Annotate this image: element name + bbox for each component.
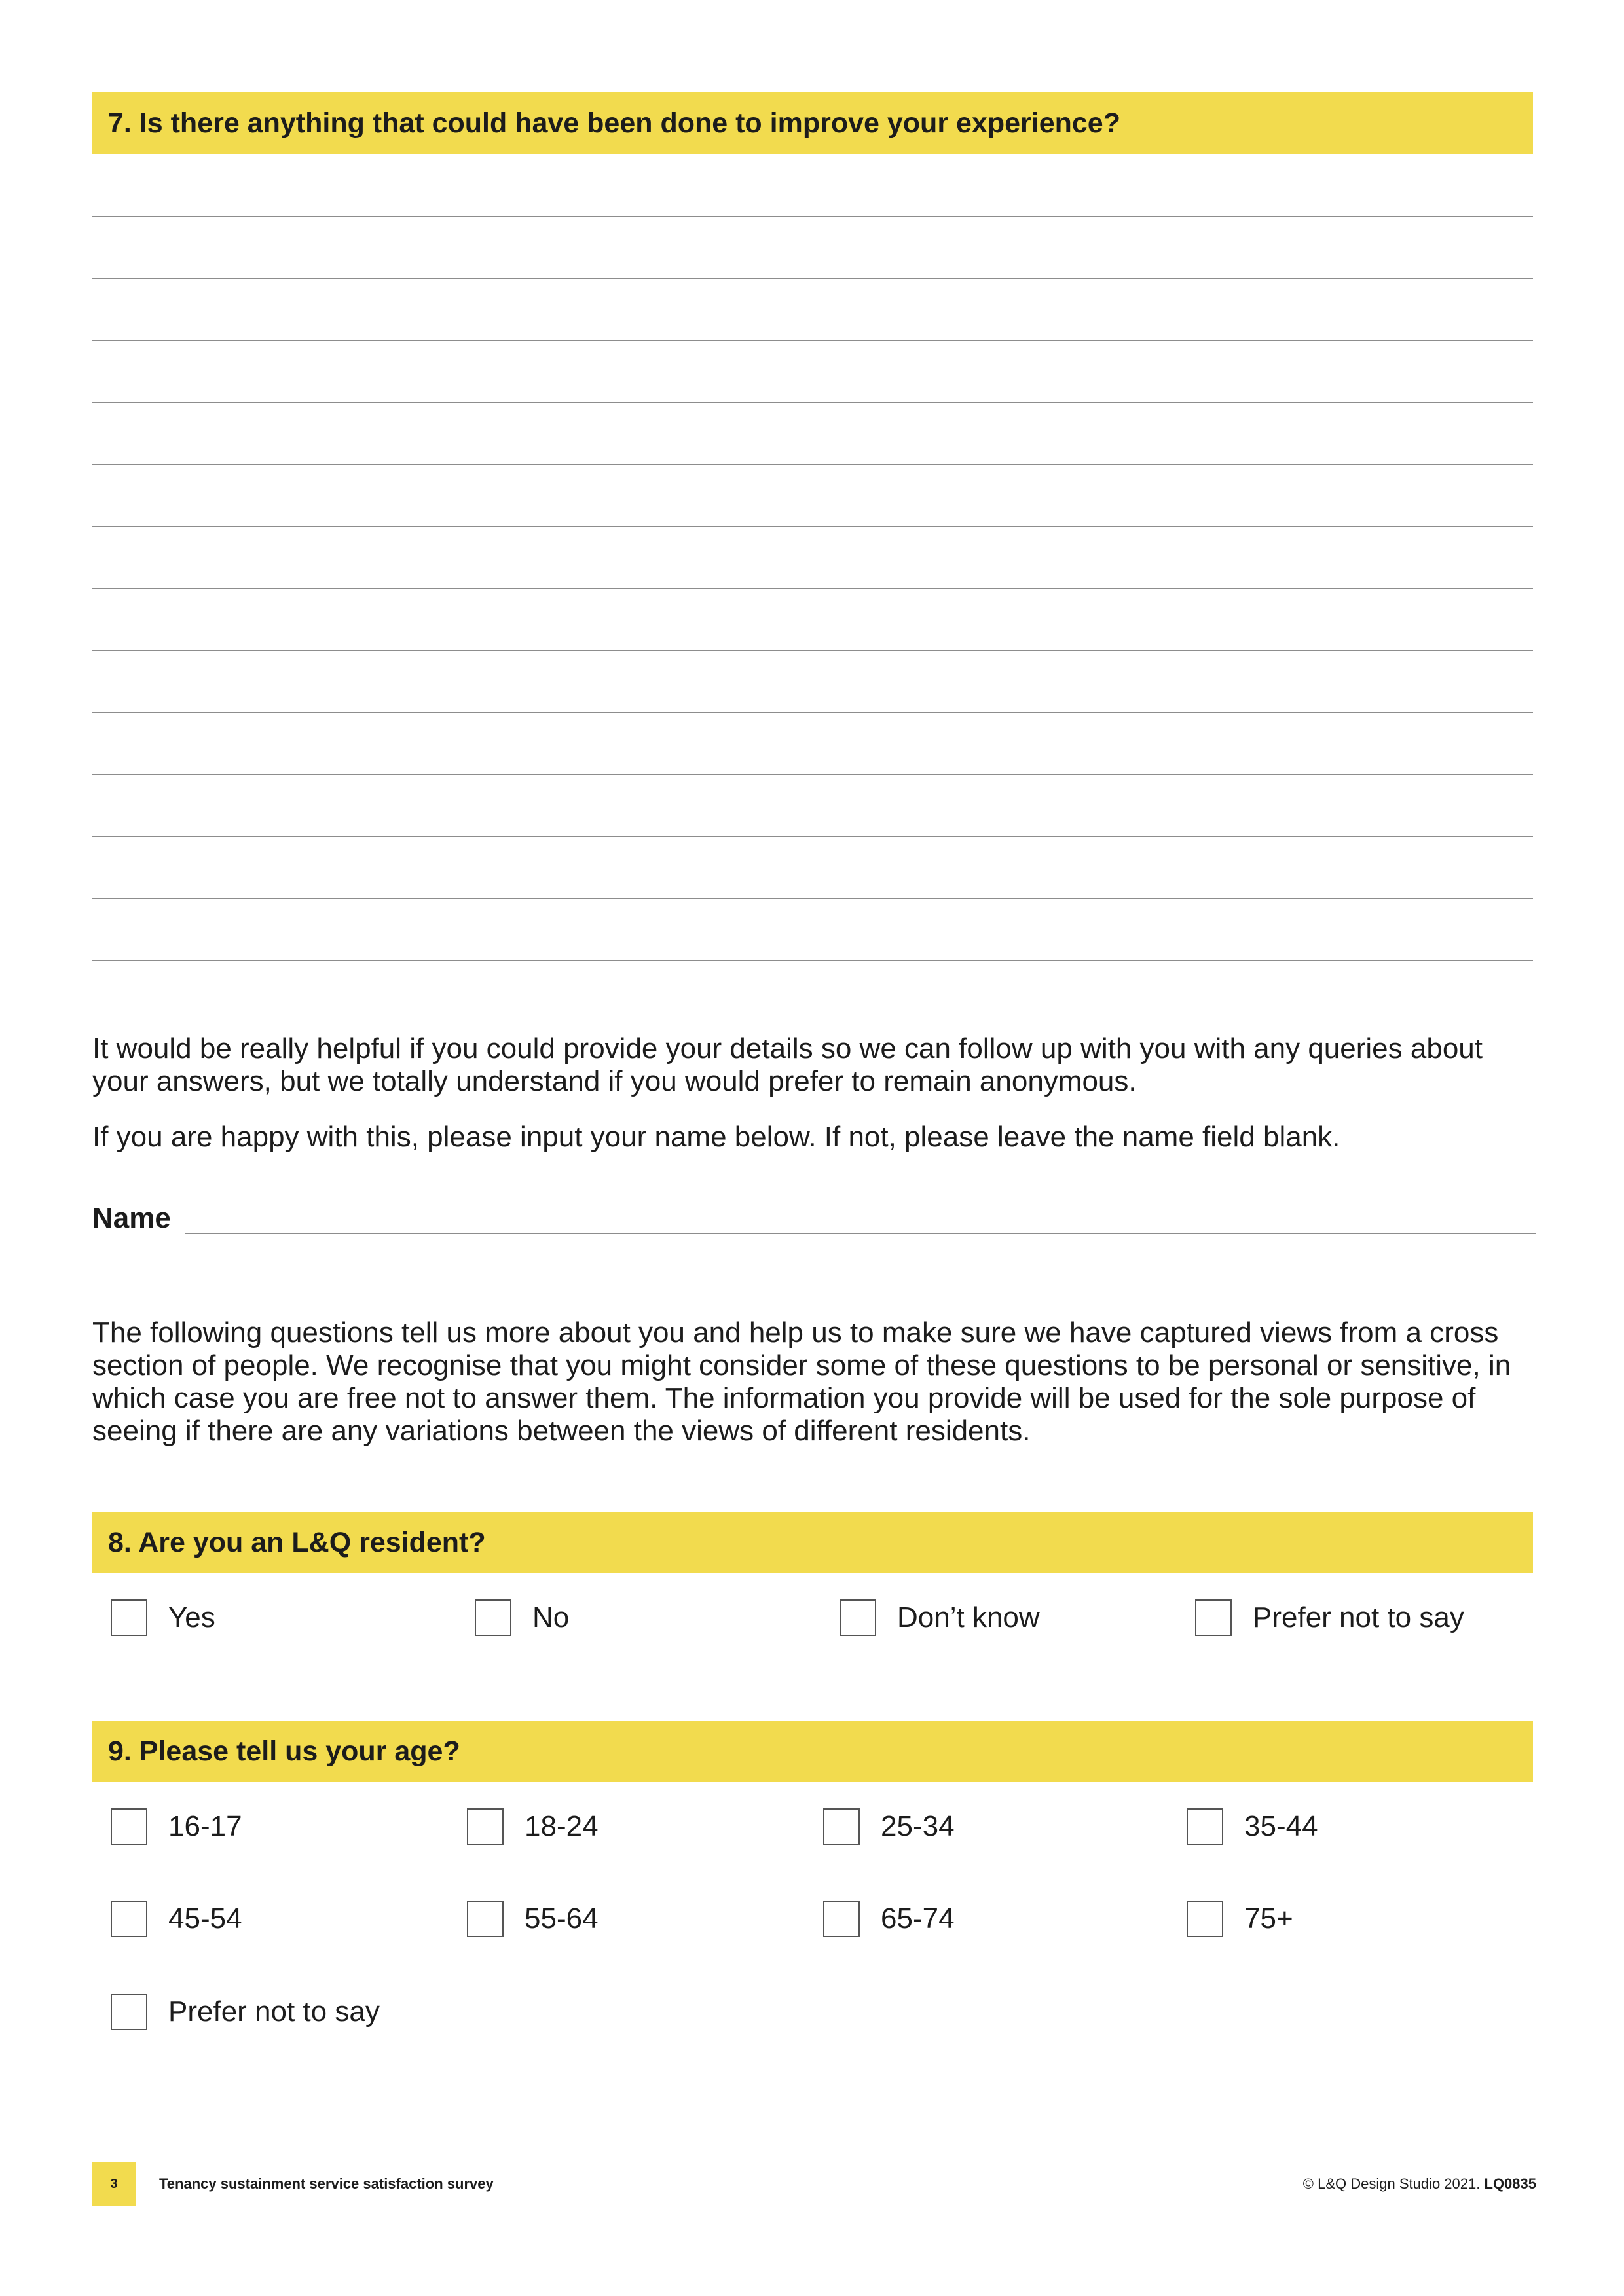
option-prefer-not-to-say[interactable] bbox=[1195, 1598, 1464, 1637]
footer-title: Tenancy sustainment service satisfaction survey bbox=[159, 2176, 494, 2192]
option-label: 16-17 bbox=[168, 1810, 242, 1842]
answer-line[interactable] bbox=[92, 898, 1533, 899]
answer-line[interactable] bbox=[92, 526, 1533, 527]
copyright-text: © L&Q Design Studio 2021. bbox=[1302, 2176, 1481, 2192]
option-label: 75+ bbox=[1244, 1903, 1293, 1935]
age-option-75-plus[interactable] bbox=[1187, 1899, 1293, 1939]
answer-line[interactable] bbox=[92, 402, 1533, 403]
answer-line[interactable] bbox=[92, 712, 1533, 713]
demographics-intro: The following questions tell us more about you and help us to make sure we have captured views from a cross section of people. We recognise that you might consider some of these questions to be personal or sensitive, in which case you are free not to answer them. The information you provide will be used for the sole purpose of seeing if there are any variations between the views of different residents. bbox=[92, 1317, 1511, 1447]
checkbox[interactable] bbox=[1187, 1901, 1223, 1937]
answer-line[interactable] bbox=[92, 588, 1533, 589]
option-label: 65-74 bbox=[881, 1903, 955, 1935]
answer-line[interactable] bbox=[92, 650, 1533, 651]
age-option-25-34[interactable] bbox=[823, 1807, 955, 1846]
age-option-18-24[interactable] bbox=[467, 1807, 599, 1846]
option-label: Prefer not to say bbox=[1253, 1601, 1464, 1633]
answer-line[interactable] bbox=[92, 836, 1533, 837]
age-option-45-54[interactable] bbox=[111, 1899, 242, 1939]
option-label: 45-54 bbox=[168, 1903, 242, 1935]
option-label: Don’t know bbox=[897, 1601, 1040, 1633]
question-9-header: 9. Please tell us your age? bbox=[92, 1721, 1533, 1782]
option-label: Prefer not to say bbox=[168, 1995, 380, 2028]
answer-line[interactable] bbox=[92, 774, 1533, 775]
age-option-35-44[interactable] bbox=[1187, 1807, 1318, 1846]
question-7-header: 7. Is there anything that could have been done to improve your experience? bbox=[92, 92, 1533, 154]
checkbox[interactable] bbox=[111, 1599, 147, 1636]
option-label: 35-44 bbox=[1244, 1810, 1318, 1842]
checkbox[interactable] bbox=[467, 1808, 504, 1845]
checkbox[interactable] bbox=[1187, 1808, 1223, 1845]
answer-line[interactable] bbox=[92, 960, 1533, 961]
checkbox[interactable] bbox=[467, 1901, 504, 1937]
option-label: 25-34 bbox=[881, 1810, 955, 1842]
page-number: 3 bbox=[92, 2162, 136, 2206]
answer-line[interactable] bbox=[92, 464, 1533, 465]
checkbox[interactable] bbox=[111, 1994, 147, 2030]
checkbox[interactable] bbox=[1195, 1599, 1232, 1636]
option-label: 55-64 bbox=[525, 1903, 599, 1935]
age-option-55-64[interactable] bbox=[467, 1899, 599, 1939]
question-8-header: 8. Are you an L&Q resident? bbox=[92, 1512, 1533, 1573]
option-dont-know[interactable] bbox=[840, 1598, 1040, 1637]
option-label: Yes bbox=[168, 1601, 215, 1633]
checkbox[interactable] bbox=[475, 1599, 511, 1636]
option-yes[interactable] bbox=[111, 1598, 215, 1637]
answer-line[interactable] bbox=[92, 216, 1533, 217]
checkbox[interactable] bbox=[111, 1808, 147, 1845]
answer-line[interactable] bbox=[92, 278, 1533, 279]
checkbox[interactable] bbox=[823, 1808, 860, 1845]
footer-copyright bbox=[1303, 2175, 1536, 2193]
age-option-65-74[interactable] bbox=[823, 1899, 955, 1939]
name-label: Name bbox=[92, 1202, 171, 1234]
checkbox[interactable] bbox=[111, 1901, 147, 1937]
age-option-prefer-not-to-say[interactable] bbox=[111, 1992, 380, 2032]
document-code: LQ0835 bbox=[1484, 2176, 1536, 2192]
checkbox[interactable] bbox=[823, 1901, 860, 1937]
option-label: No bbox=[532, 1601, 570, 1633]
option-label: 18-24 bbox=[525, 1810, 599, 1842]
name-instructions: If you are happy with this, please input your name below. If not, please leave the name field blank. bbox=[92, 1121, 1340, 1153]
checkbox[interactable] bbox=[840, 1599, 876, 1636]
details-paragraph: It would be really helpful if you could provide your details so we can follow up with you with any queries about your answers, but we totally understand if you would prefer to remain anonymous. bbox=[92, 1032, 1483, 1097]
name-field[interactable] bbox=[185, 1233, 1536, 1234]
age-option-16-17[interactable] bbox=[111, 1807, 242, 1846]
option-no[interactable] bbox=[475, 1598, 569, 1637]
answer-line[interactable] bbox=[92, 340, 1533, 341]
